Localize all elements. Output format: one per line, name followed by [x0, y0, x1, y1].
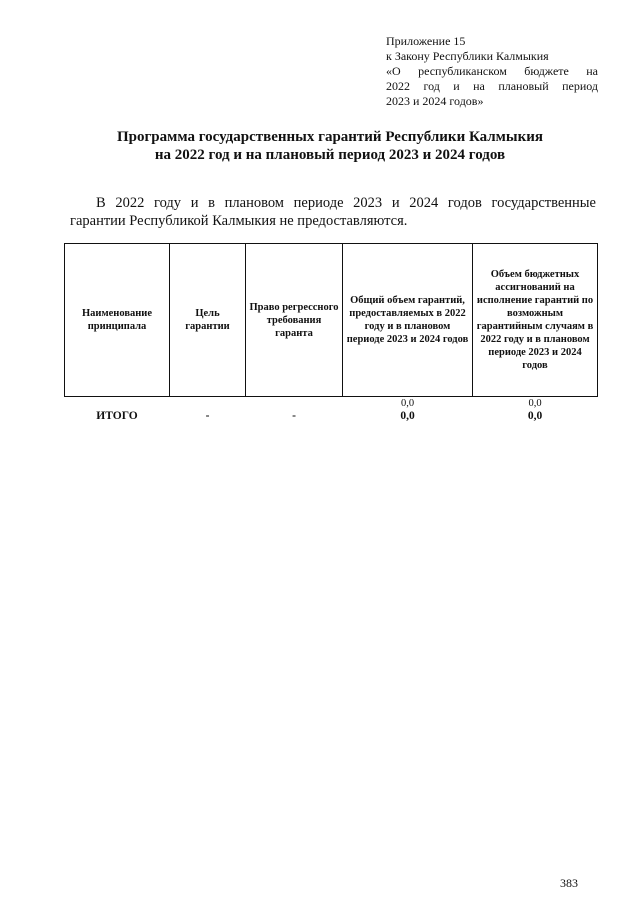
header-purpose: Цель гарантии [170, 244, 246, 397]
table-header-row [65, 244, 598, 397]
appendix-line: Приложение 15 [386, 34, 466, 48]
table-row-total [65, 410, 598, 423]
header-recourse-right: Право регрессного требования гаранта [246, 244, 343, 397]
guarantees-table [64, 243, 598, 423]
page-number: 383 [560, 876, 578, 890]
appendix-line: «О республиканском бюджете на [386, 64, 598, 78]
subtotal-col4: 0,0 [400, 398, 415, 409]
intro-line: В 2022 году и в плановом периоде 2023 и 2024 годов государственные [96, 195, 596, 211]
title-line: на 2022 год и на плановый период 2023 и 2024 годов [154, 147, 506, 163]
intro-paragraph [70, 194, 596, 230]
header-budget-allocations: Объем бюджетных ассигнований на исполнение гарантий по возможным гарантийным случаям в 2022 году и в плановом периоде 2023 и 2024 годов [473, 244, 598, 397]
intro-line: гарантии Республикой Калмыкия не предоставляются. [70, 213, 408, 229]
total-label: ИТОГО [96, 410, 138, 422]
total-col2: - [205, 410, 210, 422]
subtotal-col5: 0,0 [528, 398, 542, 409]
document-title [60, 128, 600, 164]
total-col4: 0,0 [400, 410, 415, 422]
total-col5: 0,0 [527, 410, 543, 422]
appendix-line: 2022 год и на плановый период [386, 79, 598, 93]
appendix-line: к Закону Республики Калмыкия [386, 49, 549, 63]
table-row [65, 397, 598, 411]
header-total-guarantees: Общий объем гарантий, предоставляемых в 2022 году и в плановом периоде 2023 и 2024 годов [343, 244, 473, 397]
header-principal: Наименование принципала [65, 244, 170, 397]
title-line: Программа государственных гарантий Республики Калмыкия [116, 129, 544, 145]
appendix-block [386, 34, 598, 109]
appendix-line: 2023 и 2024 годов» [386, 94, 484, 108]
total-col3: - [292, 410, 296, 422]
